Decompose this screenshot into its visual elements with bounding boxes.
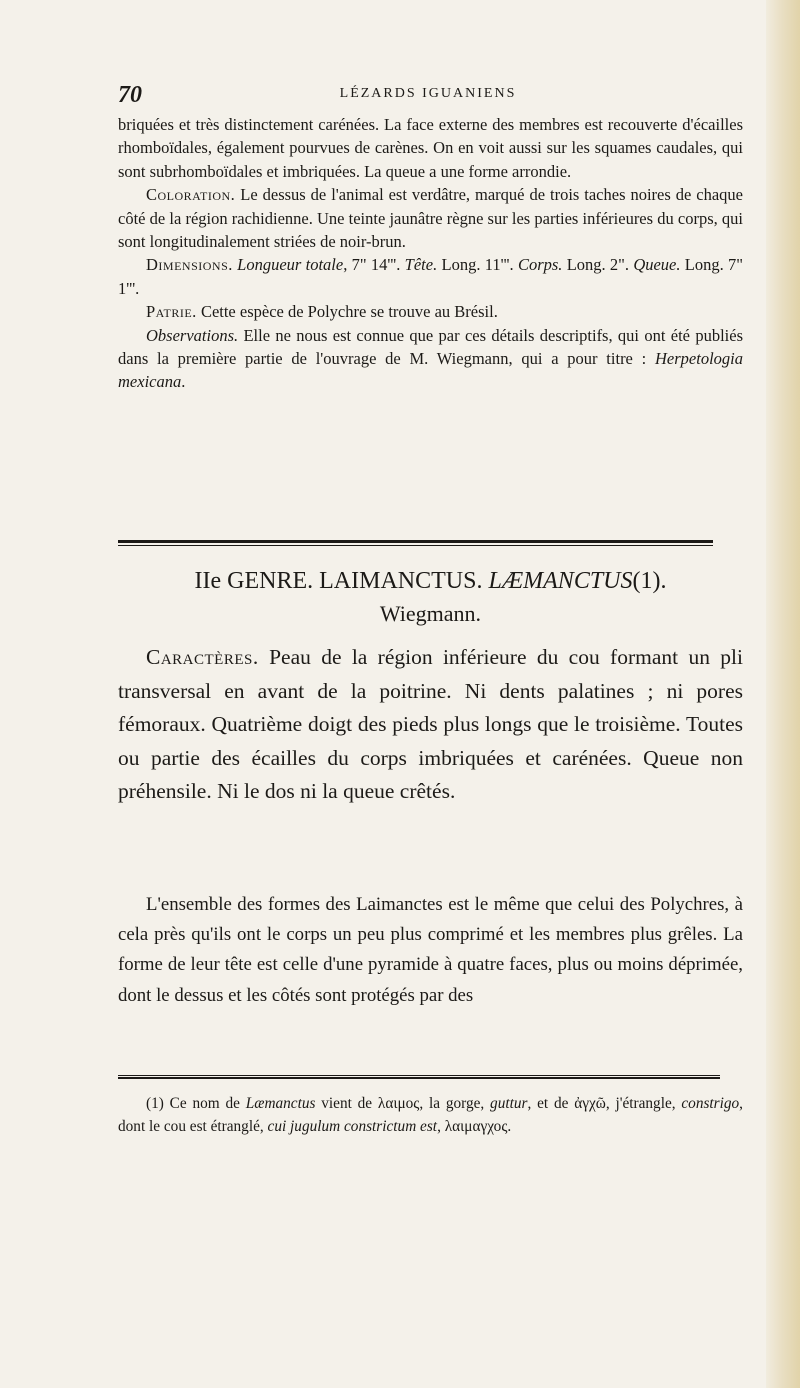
observations-label: Observations. (146, 325, 239, 345)
paragraph-characters (118, 641, 743, 809)
genre-author: Wiegmann. (379, 601, 482, 626)
dim-head-label: Tête. (404, 255, 438, 275)
running-title: LÉZARDS IGUANIENS (339, 86, 517, 101)
footnote-text-1: (1) Ce nom de (146, 1095, 246, 1112)
characters-section (118, 641, 743, 809)
footnote-latin-guttur: guttur (490, 1095, 528, 1112)
paragraph-observations (118, 324, 743, 394)
paragraph-dimensions (118, 253, 743, 300)
paragraph-ensemble: L'ensemble des formes des Laimanctes est le même que celui des Polychres, à cela près qu'ils ont le corps un peu plus comprimé et les membres plus grêles. La forme de leur tête est celle d'une pyramide à quatre faces, plus ou moins déprimée, dont le dessus et les côtés sont protégés par des (118, 894, 743, 1006)
paragraph-patrie (118, 300, 743, 323)
dim-total-label: Longueur totale (232, 255, 344, 275)
coloration-text: Le dessus de l'animal est verdâtre, marqué de trois taches noires de chaque côté de la région rachidienne. Une teinte jaunâtre règne sur les parties inférieures du corps, qui sont longitudinalement striées de noir-brun. (118, 185, 743, 252)
footnote-divider (118, 1075, 720, 1076)
observations-book-title: Herpetologia mexicana (118, 349, 743, 392)
top-section (118, 113, 743, 394)
observations-text: Elle ne nous est connue que par ces détails descriptifs, qui ont été publiés dans la première partie de l'ouvrage de M. Wiegmann, qui a pour titre : (118, 325, 743, 369)
coloration-label: Coloration. (146, 185, 236, 205)
footnote-genus-name: Læmanctus (245, 1095, 316, 1112)
footnote (118, 1092, 743, 1138)
page-number: 70 (118, 82, 142, 108)
footnote-text-3: , et de ἀγχῶ, j'étrangle, (527, 1095, 682, 1112)
characters-label: Caractères. (146, 645, 259, 669)
patrie-text: Cette espèce de Polychre se trouve au Brésil. (196, 302, 498, 322)
genre-heading-italic: LÆMANCTUS (488, 568, 633, 594)
dim-head-value: Long. 11'''. (437, 255, 518, 275)
footnote-text-4: , dont le cou est étranglé, (118, 1095, 743, 1135)
dim-total-value: , 7" 14'''. (343, 255, 405, 275)
footnote-divider-bold (118, 1077, 720, 1079)
dimensions-label: Dimensions. (146, 255, 233, 275)
paragraph-coloration (118, 183, 743, 253)
footnote-section (118, 1092, 743, 1138)
dim-body-value: Long. 2". (562, 255, 634, 275)
footnote-latin-phrase: cui jugulum constrictum est (267, 1118, 438, 1135)
genre-heading-roman: IIe GENRE. LAIMANCTUS. (194, 568, 489, 594)
observations-end: . (181, 372, 186, 392)
paragraph-scales: briquées et très distinctement carénées. La face externe des membres est recouverte d'écailles rhomboïdales, également pourvues de carènes. On en voit aussi sur les squames caudales, qui sont subrhomboïdales et imbriquées. La queue a une forme arrondie. (118, 115, 743, 181)
dim-tail-value: Long. 7" 1'''. (118, 255, 744, 298)
section-divider (118, 540, 713, 543)
dim-body-label: Corps. (517, 255, 563, 275)
patrie-label: Patrie. (146, 302, 197, 322)
footnote-text-5: , λαιμαγχος. (437, 1118, 512, 1135)
genre-heading (118, 566, 743, 596)
running-head (118, 82, 738, 106)
footnote-text-2: vient de λαιμος, la gorge, (315, 1095, 491, 1112)
dim-tail-label: Queue. (633, 255, 681, 275)
genre-heading-note: (1). (632, 568, 667, 594)
footnote-latin-constrigo: constrigo (681, 1095, 740, 1112)
section-divider-thin (118, 545, 713, 546)
ensemble-section (118, 890, 743, 1011)
characters-text: Peau de la région inférieure du cou formant un pli transversal en avant de la poitrine. Ni dents palatines ; ni pores fémoraux. Quatrième doigt des pieds plus longs que le troisième. Toutes ou partie des écailles du corps imbriquées et carénées. Queue non préhensile. Ni le dos ni la queue crêtés. (118, 645, 743, 803)
